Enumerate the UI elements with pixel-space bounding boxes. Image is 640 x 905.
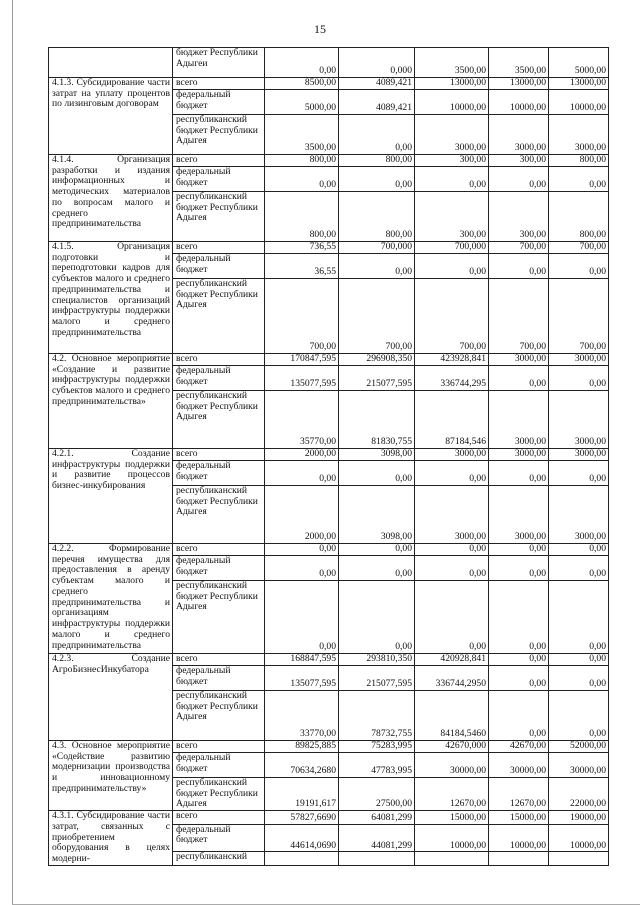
funding-source-cell: федеральный бюджет [173, 90, 265, 115]
amount-cell: 3500,00 [415, 48, 489, 78]
amount-cell: 4089,421 [339, 78, 415, 90]
amount-cell: 27500,00 [339, 778, 415, 811]
amount-cell: 3098,00 [339, 449, 415, 461]
funding-source-cell: всего [173, 811, 265, 824]
funding-source-cell: всего [173, 155, 265, 167]
amount-cell: 2000,00 [265, 486, 339, 544]
amount-cell: 5000,00 [265, 90, 339, 115]
funding-source-cell: всего [173, 242, 265, 254]
amount-cell: 800,00 [339, 155, 415, 167]
amount-cell: 81830,755 [339, 391, 415, 449]
amount-cell: 0,00 [265, 556, 339, 581]
amount-cell: 0,00 [489, 366, 549, 391]
funding-source-cell: всего [173, 654, 265, 666]
funding-source-cell: всего [173, 354, 265, 366]
funding-source-cell: федеральный бюджет [173, 366, 265, 391]
funding-source-cell: всего [173, 544, 265, 556]
measure-name-cell: 4.2.3. Создание АгроБизнесИнкубатора [49, 654, 173, 741]
funding-source-cell: всего [173, 741, 265, 753]
measure-name-cell: 4.2.1. Создание инфраструктуры поддержки и развитие процессов бизнес-инкубирования [49, 449, 173, 544]
amount-cell: 47783,995 [339, 753, 415, 778]
amount-cell: 0,000 [339, 48, 415, 78]
amount-cell: 736,55 [265, 242, 339, 254]
funding-source-cell: федеральный бюджет [173, 753, 265, 778]
amount-cell: 10000,00 [489, 824, 549, 852]
amount-cell: 0,00 [489, 691, 549, 741]
amount-cell: 800,00 [549, 155, 609, 167]
measure-name-cell: 4.2. Основное мероприятие «Создание и развитие инфраструктуры поддержки субъектов малого и среднего предпринимательства» [49, 354, 173, 449]
scan-left-edge [12, 0, 13, 905]
amount-cell: 44081,299 [339, 824, 415, 852]
funding-source-cell: федеральный бюджет [173, 556, 265, 581]
amount-cell: 10000,00 [415, 90, 489, 115]
amount-cell [549, 852, 609, 865]
amount-cell [415, 852, 489, 865]
amount-cell: 0,00 [549, 654, 609, 666]
amount-cell: 293810,350 [339, 654, 415, 666]
amount-cell: 0,00 [265, 581, 339, 654]
amount-cell: 13000,00 [415, 78, 489, 90]
amount-cell: 15000,00 [489, 811, 549, 824]
amount-cell: 700,00 [415, 279, 489, 354]
amount-cell: 0,00 [549, 544, 609, 556]
amount-cell: 3000,00 [549, 354, 609, 366]
amount-cell: 0,00 [265, 544, 339, 556]
amount-cell: 0,00 [549, 666, 609, 691]
funding-source-cell: федеральный бюджет [173, 666, 265, 691]
amount-cell: 3000,00 [549, 486, 609, 544]
funding-source-cell: федеральный бюджет [173, 824, 265, 852]
amount-cell: 0,00 [415, 167, 489, 192]
amount-cell: 0,00 [489, 654, 549, 666]
table-row [49, 544, 609, 556]
table-row [49, 354, 609, 366]
amount-cell: 300,00 [415, 192, 489, 242]
amount-cell: 0,00 [489, 254, 549, 279]
amount-cell: 700,000 [415, 242, 489, 254]
amount-cell: 700,00 [489, 279, 549, 354]
funding-source-cell: республиканский бюджет Республики Адыгея [173, 486, 265, 544]
measure-name-cell: 4.1.3. Субсидирование части затрат на уплату процентов по лизинговым договорам [49, 78, 173, 155]
amount-cell: 89825,885 [265, 741, 339, 753]
funding-source-cell: республиканский [173, 852, 265, 865]
amount-cell: 10000,00 [489, 90, 549, 115]
funding-source-cell: республиканский бюджет Республики Адыгея [173, 581, 265, 654]
amount-cell: 30000,00 [415, 753, 489, 778]
funding-source-cell: республиканский бюджет Республики Адыгея [173, 391, 265, 449]
amount-cell: 87184,546 [415, 391, 489, 449]
amount-cell: 3000,00 [415, 486, 489, 544]
amount-cell: 135077,595 [265, 666, 339, 691]
amount-cell: 3000,00 [415, 449, 489, 461]
amount-cell: 0,00 [489, 461, 549, 486]
amount-cell: 0,00 [549, 691, 609, 741]
amount-cell: 800,00 [549, 192, 609, 242]
amount-cell: 0,00 [415, 254, 489, 279]
amount-cell: 336744,295 [415, 366, 489, 391]
amount-cell: 0,00 [415, 581, 489, 654]
amount-cell: 22000,00 [549, 778, 609, 811]
amount-cell: 0,00 [265, 461, 339, 486]
table-row [49, 155, 609, 167]
table-row [49, 78, 609, 90]
amount-cell: 30000,00 [489, 753, 549, 778]
amount-cell: 3000,00 [489, 486, 549, 544]
amount-cell: 0,00 [339, 581, 415, 654]
amount-cell: 700,00 [549, 242, 609, 254]
amount-cell: 215077,595 [339, 366, 415, 391]
amount-cell: 700,000 [339, 242, 415, 254]
amount-cell: 42670,000 [415, 741, 489, 753]
amount-cell: 0,00 [265, 48, 339, 78]
amount-cell: 0,00 [339, 544, 415, 556]
measure-name-cell [49, 48, 173, 78]
budget-table [48, 47, 609, 866]
amount-cell: 0,00 [489, 581, 549, 654]
amount-cell [339, 852, 415, 865]
amount-cell: 300,00 [415, 155, 489, 167]
amount-cell: 8500,00 [265, 78, 339, 90]
amount-cell: 800,00 [339, 192, 415, 242]
funding-source-cell: республиканский бюджет Республики Адыгея [173, 115, 265, 155]
funding-source-cell: республиканский бюджет Республики Адыгея [173, 691, 265, 741]
amount-cell: 2000,00 [265, 449, 339, 461]
amount-cell: 3000,00 [489, 115, 549, 155]
funding-source-cell: республиканский бюджет Республики Адыгея [173, 192, 265, 242]
funding-source-cell: федеральный бюджет [173, 254, 265, 279]
amount-cell: 700,00 [339, 279, 415, 354]
amount-cell: 0,00 [489, 544, 549, 556]
amount-cell: 0,00 [339, 461, 415, 486]
amount-cell: 3000,00 [549, 115, 609, 155]
page-number: 15 [314, 22, 326, 36]
amount-cell: 44614,0690 [265, 824, 339, 852]
amount-cell: 296908,350 [339, 354, 415, 366]
amount-cell: 10000,00 [549, 90, 609, 115]
amount-cell: 0,00 [415, 556, 489, 581]
measure-name-cell: 4.2.2. Формирование перечня имущества для предоставления в аренду субъектам малого и среднего предпринимательства и организациям инфраструктуры поддержки малого и среднего предпринимательства [49, 544, 173, 654]
amount-cell: 52000,00 [549, 741, 609, 753]
amount-cell: 36,55 [265, 254, 339, 279]
amount-cell: 168847,595 [265, 654, 339, 666]
amount-cell: 33770,00 [265, 691, 339, 741]
funding-source-cell: всего [173, 449, 265, 461]
funding-source-cell: федеральный бюджет [173, 461, 265, 486]
amount-cell: 0,00 [339, 556, 415, 581]
amount-cell: 3500,00 [265, 115, 339, 155]
amount-cell: 10000,00 [415, 824, 489, 852]
measure-name-cell: 4.3.1. Субсидирование части затрат, связанных с приобретением оборудования в целях модерни- [49, 811, 173, 866]
table-row [49, 242, 609, 254]
funding-source-cell: бюджет Республики Адыгеи [173, 48, 265, 78]
amount-cell: 10000,00 [549, 824, 609, 852]
amount-cell: 3098,00 [339, 486, 415, 544]
budget-table-body [49, 48, 609, 866]
table-row [49, 654, 609, 666]
amount-cell: 0,00 [339, 167, 415, 192]
table-row [49, 449, 609, 461]
amount-cell: 0,00 [415, 544, 489, 556]
amount-cell: 13000,00 [549, 78, 609, 90]
amount-cell: 0,00 [415, 461, 489, 486]
amount-cell: 0,00 [549, 167, 609, 192]
amount-cell: 64081,299 [339, 811, 415, 824]
amount-cell: 75283,995 [339, 741, 415, 753]
amount-cell: 35770,00 [265, 391, 339, 449]
amount-cell: 3500,00 [489, 48, 549, 78]
measure-name-cell: 4.1.4. Организация разработки и издания информационных и методических материалов по вопросам малого и среднего предпринимательства [49, 155, 173, 242]
amount-cell: 57827,6690 [265, 811, 339, 824]
amount-cell: 700,00 [489, 242, 549, 254]
amount-cell [265, 852, 339, 865]
amount-cell: 3000,00 [549, 449, 609, 461]
amount-cell: 800,00 [265, 155, 339, 167]
funding-source-cell: федеральный бюджет [173, 167, 265, 192]
amount-cell: 12670,00 [415, 778, 489, 811]
amount-cell: 0,00 [549, 581, 609, 654]
table-row [49, 811, 609, 824]
amount-cell: 84184,5460 [415, 691, 489, 741]
amount-cell: 215077,595 [339, 666, 415, 691]
amount-cell: 3000,00 [489, 391, 549, 449]
amount-cell: 19191,617 [265, 778, 339, 811]
amount-cell: 0,00 [339, 254, 415, 279]
amount-cell: 800,00 [265, 192, 339, 242]
amount-cell: 0,00 [549, 366, 609, 391]
amount-cell: 3000,00 [489, 449, 549, 461]
amount-cell: 3000,00 [549, 391, 609, 449]
amount-cell: 0,00 [339, 115, 415, 155]
amount-cell: 135077,595 [265, 366, 339, 391]
amount-cell: 12670,00 [489, 778, 549, 811]
amount-cell: 170847,595 [265, 354, 339, 366]
amount-cell: 19000,00 [549, 811, 609, 824]
measure-name-cell: 4.3. Основное мероприятие «Содействие развитию модернизации производства и инновационному предпринимательству» [49, 741, 173, 811]
amount-cell: 4089,421 [339, 90, 415, 115]
amount-cell: 42670,00 [489, 741, 549, 753]
amount-cell: 336744,2950 [415, 666, 489, 691]
amount-cell: 3000,00 [489, 354, 549, 366]
amount-cell: 0,00 [549, 254, 609, 279]
amount-cell [489, 852, 549, 865]
table-row [49, 48, 609, 78]
measure-name-cell: 4.1.5. Организация подготовки и переподготовки кадров для субъектов малого и среднего предпринимательства и специалистов организаций инфраструктуры поддержки малого и среднего предпринимательства [49, 242, 173, 354]
amount-cell: 70634,2680 [265, 753, 339, 778]
amount-cell: 700,00 [549, 279, 609, 354]
amount-cell: 420928,841 [415, 654, 489, 666]
amount-cell: 300,00 [489, 192, 549, 242]
amount-cell: 78732,755 [339, 691, 415, 741]
amount-cell: 300,00 [489, 155, 549, 167]
amount-cell: 0,00 [549, 461, 609, 486]
amount-cell: 700,00 [265, 279, 339, 354]
amount-cell: 15000,00 [415, 811, 489, 824]
amount-cell: 0,00 [265, 167, 339, 192]
amount-cell: 0,00 [489, 556, 549, 581]
amount-cell: 30000,00 [549, 753, 609, 778]
funding-source-cell: республиканский бюджет Республики Адыгея [173, 279, 265, 354]
amount-cell: 0,00 [549, 556, 609, 581]
amount-cell: 0,00 [489, 666, 549, 691]
funding-source-cell: республиканский бюджет Республики Адыгея [173, 778, 265, 811]
amount-cell: 0,00 [489, 167, 549, 192]
amount-cell: 423928,841 [415, 354, 489, 366]
amount-cell: 5000,00 [549, 48, 609, 78]
amount-cell: 13000,00 [489, 78, 549, 90]
table-row [49, 741, 609, 753]
funding-source-cell: всего [173, 78, 265, 90]
amount-cell: 3000,00 [415, 115, 489, 155]
